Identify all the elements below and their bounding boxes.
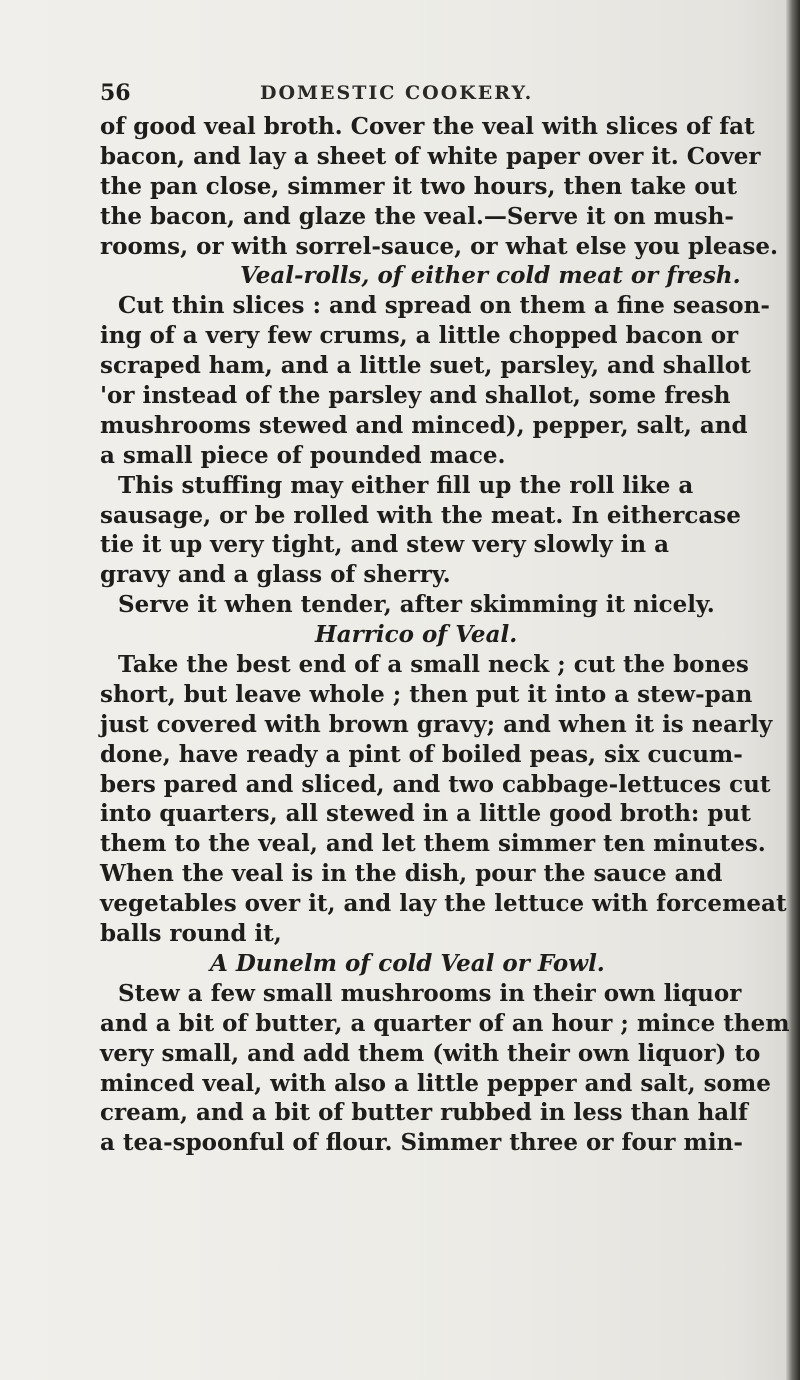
text-line: minced veal, with also a little pepper and salt, some [100, 1069, 771, 1097]
text-line: short, but leave whole ; then put it into a stew-pan [100, 680, 753, 708]
text-line: a small piece of pounded mace. [100, 441, 506, 469]
text-line: 'or instead of the parsley and shallot, some fresh [100, 382, 731, 410]
text-line: Serve it when tender, after skimming it nicely. [118, 591, 715, 619]
text-line: the pan close, simmer it two hours, then take out [100, 172, 738, 200]
text-line: ing of a very few crums, a little chopped bacon or [100, 322, 739, 350]
text-line: When the veal is in the dish, pour the sauce and [100, 860, 723, 888]
text-line: Take the best end of a small neck ; cut the bones [118, 651, 749, 679]
text-line: and a bit of butter, a quarter of an hour ; mince them [100, 1009, 790, 1037]
text-line: balls round it, [100, 920, 282, 948]
text-line: bers pared and sliced, and two cabbage-lettuces cut [100, 770, 771, 798]
text-line: bacon, and lay a sheet of white paper over it. Cover [100, 142, 761, 170]
text-line: gravy and a glass of sherry. [100, 561, 451, 589]
text-line: This stuffing may either fill up the roll like a [118, 471, 694, 499]
text-line: Cut thin slices : and spread on them a fine season- [118, 292, 770, 320]
text-line: cream, and a bit of butter rubbed in less than half [100, 1099, 748, 1127]
text-line: tie it up very tight, and stew very slowly in a [100, 531, 669, 559]
text-line: a tea-spoonful of flour. Simmer three or four min- [100, 1129, 743, 1157]
text-line: sausage, or be rolled with the meat. In eithercase [100, 501, 741, 529]
text-line: vegetables over it, and lay the lettuce with forcemeat [100, 890, 787, 918]
section-heading: Veal-rolls, of either cold meat or fresh. [240, 262, 741, 290]
text-line: them to the veal, and let them simmer ten minutes. [100, 830, 766, 858]
page-header [100, 72, 720, 112]
text-line: mushrooms stewed and minced), pepper, salt, and [100, 411, 748, 439]
text-line: done, have ready a pint of boiled peas, six cucum- [100, 740, 743, 768]
section-heading: Harrico of Veal. [315, 621, 518, 649]
section-heading: A Dunelm of cold Veal or Fowl. [210, 949, 605, 977]
text-line: the bacon, and glaze the veal.—Serve it on mush- [100, 202, 734, 230]
text-line: of good veal broth. Cover the veal with slices of fat [100, 113, 755, 140]
text-line: scraped ham, and a little suet, parsley, and shallot [100, 352, 751, 380]
body-text [100, 112, 790, 1158]
text-line: rooms, or with sorrel-sauce, or what else you please. [100, 232, 778, 260]
running-title: DOMESTIC COOKERY. [260, 82, 534, 104]
text-line: just covered with brown gravy; and when it is nearly [100, 710, 773, 738]
text-line: very small, and add them (with their own liquor) to [100, 1039, 761, 1067]
page-number: 56 [100, 80, 131, 106]
text-line: Stew a few small mushrooms in their own liquor [118, 979, 742, 1007]
text-line: into quarters, all stewed in a little good broth: put [100, 800, 751, 828]
